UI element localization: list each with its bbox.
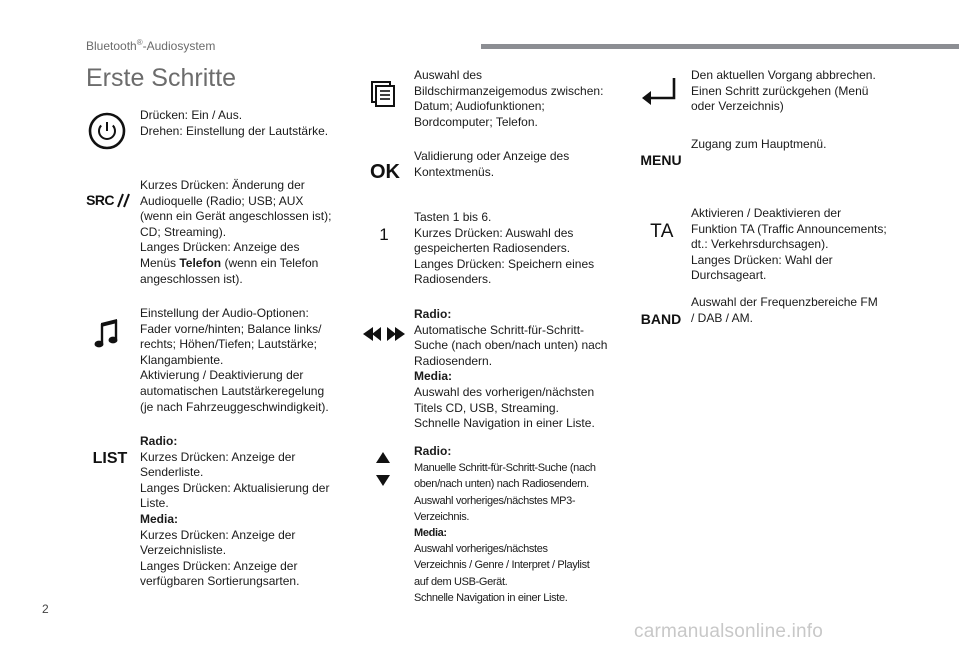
- media-label: Media:: [414, 369, 453, 384]
- text-line: Durchsageart.: [691, 268, 767, 283]
- text-line: Drücken: Ein / Aus.: [140, 108, 243, 122]
- power-icon: [88, 112, 126, 150]
- text-line: oben/nach unten) nach Radiosendern.: [414, 478, 589, 491]
- text-line: Tasten 1 bis 6.: [414, 210, 492, 224]
- list-label: LIST: [92, 450, 128, 467]
- text-line: Bordcomputer; Telefon.: [414, 114, 538, 129]
- band-icon: [638, 309, 684, 329]
- seek-description: [414, 307, 607, 432]
- menu-suffix: (wenn ein Telefon: [221, 255, 319, 270]
- text-line: Einstellung der Audio-Optionen:: [140, 306, 309, 320]
- text-line: oder Verzeichnis): [691, 99, 784, 114]
- text-line: Kurzes Drücken: Anzeige der: [140, 527, 296, 542]
- text-line: Den aktuellen Vorgang abbrechen.: [691, 68, 876, 82]
- media-label: Media:: [414, 527, 447, 540]
- text-line: Kurzes Drücken: Änderung der: [140, 178, 305, 192]
- list-icon: [90, 448, 130, 470]
- text-line: Bildschirmanzeigemodus zwischen:: [414, 83, 604, 98]
- display-mode-icon: [370, 80, 398, 110]
- text-line: Suche (nach oben/nach unten) nach: [414, 338, 608, 353]
- watermark: carmanualsonline.info: [634, 621, 824, 642]
- text-line: Kontextmenüs.: [414, 164, 495, 179]
- text-line: Drehen: Einstellung der Lautstärke.: [140, 123, 329, 138]
- text-line: Verzeichnisliste.: [140, 543, 227, 558]
- menu-label: MENU: [640, 152, 682, 168]
- ta-description: [691, 206, 887, 284]
- text-line: Schnelle Navigation in einer Liste.: [414, 416, 595, 431]
- text-line: Aktivieren / Deaktivieren der: [691, 206, 842, 220]
- text-line: rechts; Höhen/Tiefen; Lautstärke;: [140, 337, 317, 352]
- registered-mark: ®: [136, 38, 143, 47]
- seek-arrows-icon: [363, 326, 405, 342]
- menu-icon: [639, 150, 683, 170]
- phone-slash-icon: [114, 192, 130, 208]
- text-line: Langes Drücken: Aktualisierung der: [140, 480, 330, 495]
- text-line: / DAB / AM.: [691, 310, 754, 325]
- text-line: Langes Drücken: Anzeige der: [140, 558, 298, 573]
- text-line: Datum; Audiofunktionen;: [414, 99, 545, 114]
- ok-description: [414, 149, 569, 180]
- section-header: [86, 38, 215, 53]
- audio-description: [140, 306, 329, 415]
- text-line: Manuelle Schritt-für-Schritt-Suche (nach: [414, 462, 596, 475]
- ok-label: OK: [370, 160, 400, 183]
- text-line: automatischen Lautstärkeregelung: [140, 383, 325, 398]
- page-number: 2: [42, 602, 49, 616]
- text-line: Audioquelle (Radio; USB; AUX: [140, 193, 304, 208]
- menu-bold: Telefon: [179, 255, 222, 270]
- display-description: [414, 68, 603, 130]
- src-description: [140, 178, 331, 287]
- text-line: Langes Drücken: Speichern eines: [414, 256, 595, 271]
- text-line: [140, 512, 329, 528]
- text-line: Liste.: [140, 496, 169, 511]
- text-line: [414, 443, 596, 460]
- text-line: Einen Schritt zurückgehen (Menü: [691, 83, 869, 98]
- text-line: Langes Drücken: Anzeige des: [140, 240, 300, 255]
- text-line: Zugang zum Hauptmenü.: [691, 137, 827, 151]
- text-line: Auswahl vorheriges/nächstes MP3-: [414, 494, 576, 507]
- text-line: dt.: Verkehrsdurchsagen).: [691, 237, 829, 252]
- text-line: [414, 307, 607, 323]
- radio-label: Radio:: [414, 307, 452, 321]
- text-line: Aktivierung / Deaktivierung der: [140, 368, 304, 383]
- text-line: Titels CD, USB, Streaming.: [414, 400, 559, 415]
- src-label: SRC: [86, 192, 114, 208]
- text-line: auf dem USB-Gerät.: [414, 575, 508, 588]
- text-line: Kurzes Drücken: Anzeige der: [140, 449, 296, 464]
- text-line: Kurzes Drücken: Auswahl des: [414, 225, 574, 240]
- text-line: [414, 369, 607, 385]
- text-line: Validierung oder Anzeige des: [414, 149, 570, 163]
- text-line: verfügbaren Sortierungsarten.: [140, 574, 300, 589]
- text-line: Auswahl des vorherigen/nächsten: [414, 384, 595, 399]
- menu-prefix: Menüs: [140, 255, 180, 270]
- up-down-arrows-icon: [374, 452, 392, 486]
- text-line: CD; Streaming).: [140, 224, 227, 239]
- text-line: Schnelle Navigation in einer Liste.: [414, 591, 568, 604]
- preset-1-icon: [374, 224, 394, 246]
- back-arrow-icon: [640, 74, 680, 114]
- ta-label: TA: [650, 221, 674, 242]
- list-description: [140, 434, 329, 590]
- text-line: Funktion TA (Traffic Announcements;: [691, 221, 887, 236]
- ta-icon: [642, 220, 682, 244]
- text-line: (je nach Fahrzeuggeschwindigkeit).: [140, 399, 329, 414]
- text-line: Radiosendern.: [414, 353, 493, 368]
- text-line: [140, 256, 331, 272]
- back-description: [691, 68, 876, 115]
- radio-label: Radio:: [140, 434, 178, 448]
- text-line: Klangambiente.: [140, 352, 224, 367]
- updown-description: [414, 443, 596, 606]
- text-line: Langes Drücken: Wahl der: [691, 252, 833, 267]
- text-line: Verzeichnis / Genre / Interpret / Playlist: [414, 559, 590, 572]
- text-line: [140, 434, 329, 450]
- text-line: Senderliste.: [140, 465, 204, 480]
- text-line: Verzeichnis.: [414, 510, 470, 523]
- preset-description: [414, 210, 594, 288]
- section-name: Bluetooth: [86, 39, 137, 53]
- menu-description: [691, 137, 826, 153]
- src-icon: [86, 190, 130, 210]
- text-line: (wenn ein Gerät angeschlossen ist);: [140, 209, 332, 224]
- text-line: Fader vorne/hinten; Balance links/: [140, 321, 322, 336]
- text-line: Automatische Schritt-für-Schritt-: [414, 322, 585, 337]
- text-line: Auswahl der Frequenzbereiche FM: [691, 295, 878, 309]
- header-bar: [481, 44, 959, 49]
- text-line: Radiosenders.: [414, 272, 492, 287]
- page-title: Erste Schritte: [86, 64, 237, 92]
- music-note-icon: [92, 316, 122, 350]
- text-line: [414, 525, 596, 541]
- media-label: Media:: [140, 511, 179, 526]
- text-line: Auswahl vorheriges/nächstes: [414, 543, 548, 556]
- radio-label: Radio:: [414, 444, 452, 458]
- power-description: [140, 108, 328, 139]
- text-line: gespeicherten Radiosenders.: [414, 241, 571, 256]
- text-line: Auswahl des: [414, 68, 483, 82]
- band-description: [691, 295, 878, 326]
- preset-label: 1: [379, 225, 389, 244]
- ok-icon: [368, 160, 402, 184]
- band-label: BAND: [640, 311, 682, 327]
- text-line: angeschlossen ist).: [140, 271, 243, 286]
- section-suffix: -Audiosystem: [142, 39, 216, 53]
